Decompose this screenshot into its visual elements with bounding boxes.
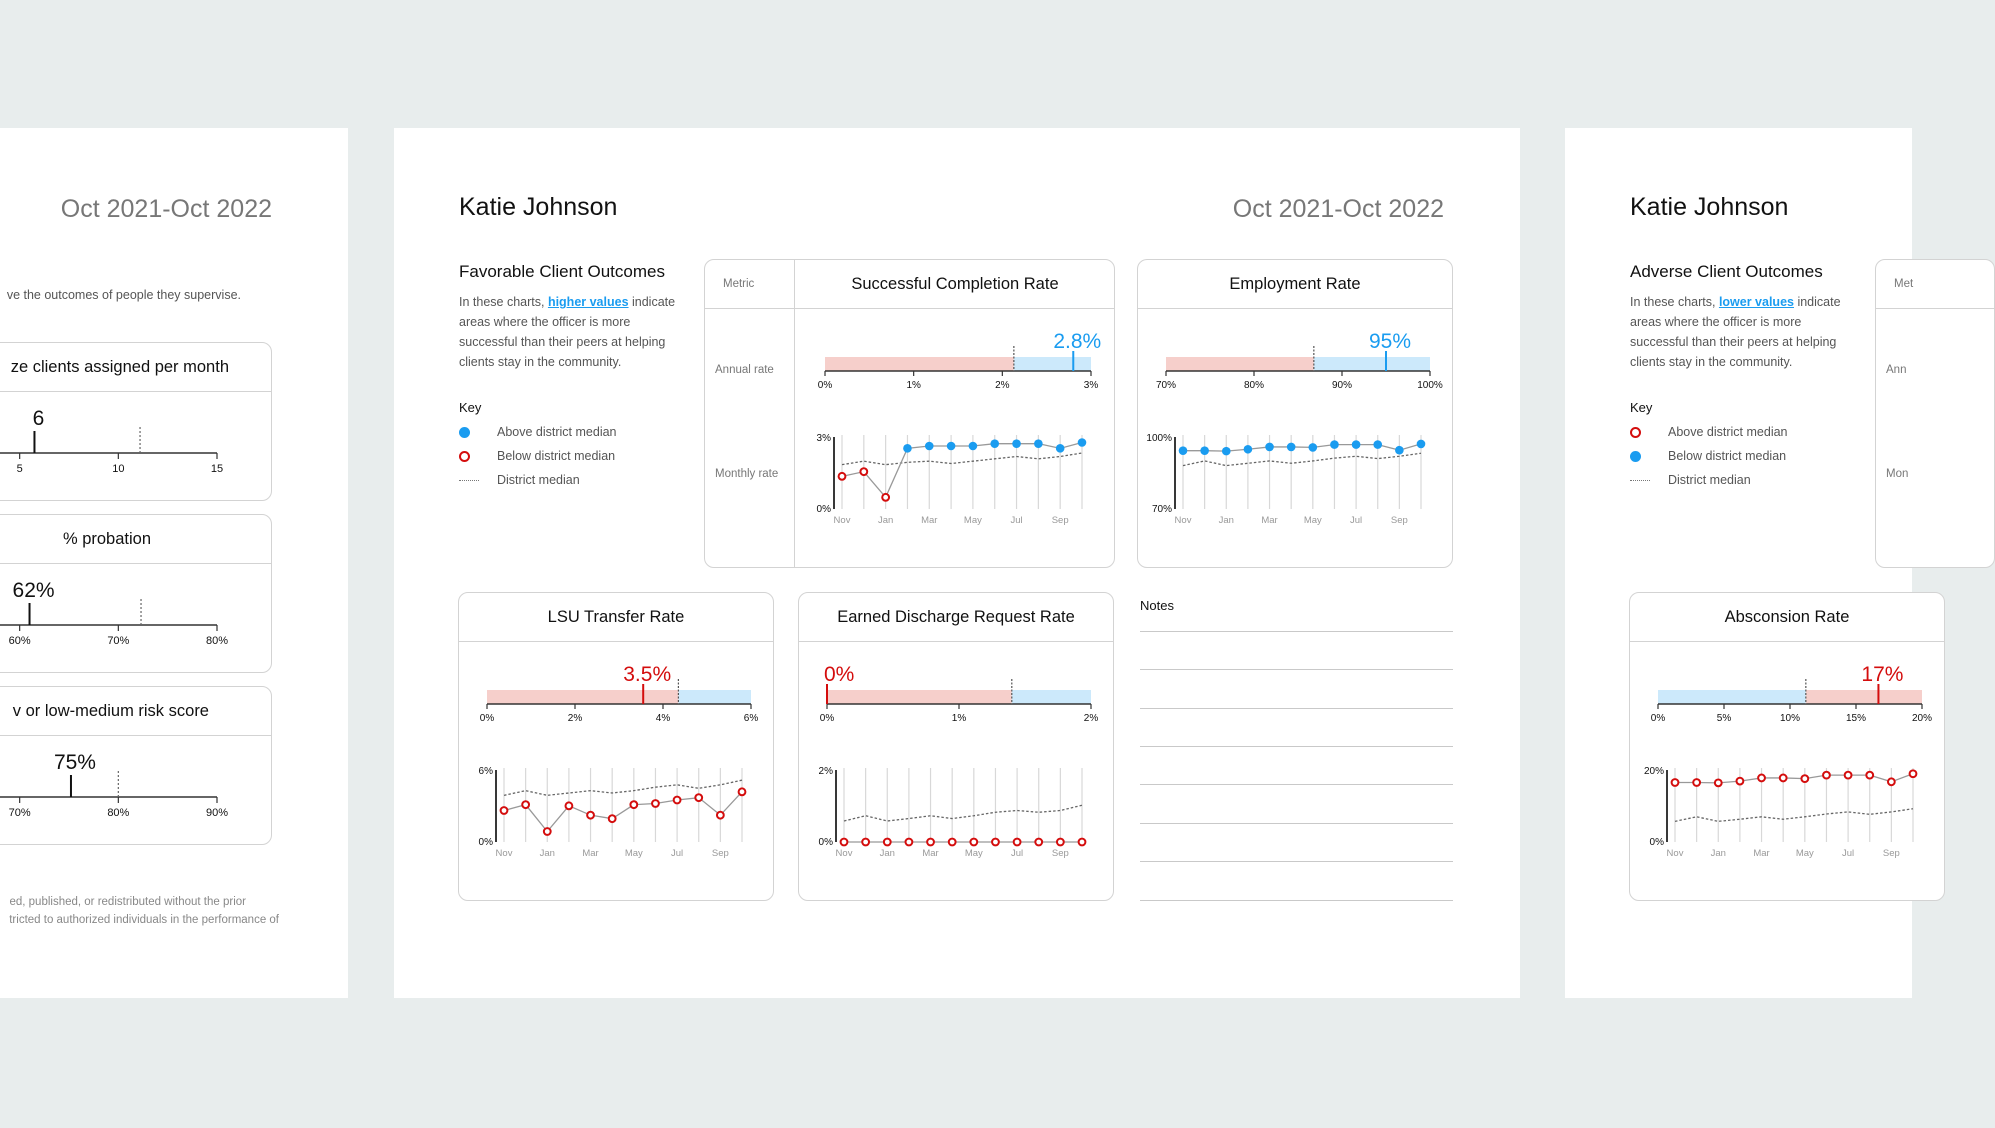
data-point-below <box>501 807 508 814</box>
lsu-transfer-chart <box>459 641 775 901</box>
data-point-above <box>1373 440 1382 449</box>
dotted-line-icon <box>1630 480 1650 481</box>
annual-tick-label: 4% <box>655 713 671 724</box>
data-point-below <box>1758 775 1765 782</box>
annual-value-label: 0% <box>824 663 855 686</box>
metric-header: Metric <box>723 278 755 290</box>
data-point-above <box>969 442 978 451</box>
legend-item: Below district median <box>459 444 617 468</box>
month-label: May <box>964 848 983 859</box>
annual-tick-label: 0% <box>819 713 835 724</box>
data-point-above <box>1078 438 1087 447</box>
data-point-below <box>566 802 573 809</box>
annual-tick-label: 20% <box>1911 713 1933 724</box>
earned-discharge-chart <box>799 641 1115 901</box>
officer-line <box>1675 774 1913 783</box>
notes-line <box>1140 708 1453 709</box>
monthly-rate-label: Monthly rate <box>715 468 779 480</box>
month-label: Sep <box>1390 515 1408 526</box>
data-point-below <box>992 839 999 846</box>
monthly-y-max-label: 100% <box>1146 433 1172 444</box>
annual-tick-label: 6% <box>743 713 759 724</box>
data-point-below <box>1910 770 1917 777</box>
data-point-below <box>949 839 956 846</box>
officer-name: Katie Johnson <box>1630 193 1789 221</box>
value-label: 6 <box>32 407 45 430</box>
annual-value-label: 3.5% <box>623 663 672 686</box>
data-point-above <box>990 439 999 448</box>
legend-item: District median <box>459 468 617 492</box>
data-point-below <box>1845 772 1852 779</box>
annual-tick-label: 0% <box>1650 713 1666 724</box>
data-point-below <box>1672 779 1679 786</box>
annual-tick-label: 1% <box>951 713 967 724</box>
filled-dot-icon <box>459 427 470 438</box>
data-point-above <box>1265 443 1274 452</box>
legend-item: Below district median <box>1630 444 1788 468</box>
data-point-above <box>1012 439 1021 448</box>
tick-label: 60% <box>8 635 31 647</box>
month-label: Nov <box>835 848 853 859</box>
successful-completion-chart <box>797 308 1115 568</box>
data-point-below <box>1866 772 1873 779</box>
data-point-below <box>884 839 891 846</box>
notes-line <box>1140 861 1453 862</box>
legend-item: Above district median <box>1630 420 1788 444</box>
tick-label: 80% <box>205 635 229 647</box>
month-label: Jul <box>1011 848 1024 859</box>
key-title: Key <box>459 400 482 415</box>
data-point-above <box>1222 447 1231 456</box>
annual-tick-label: 5% <box>1716 713 1732 724</box>
annual-tick-label: 2% <box>995 380 1010 391</box>
data-point-below <box>739 788 746 795</box>
annual-rate-label: Ann <box>1886 364 1907 376</box>
officer-name: Katie Johnson <box>459 193 618 221</box>
metric-header: Met <box>1894 278 1914 290</box>
notes-line <box>1140 669 1453 670</box>
lower-values-link[interactable]: lower values <box>1718 295 1794 309</box>
data-point-below <box>1715 779 1722 786</box>
annual-value-label: 2.8% <box>1053 330 1102 353</box>
month-label: Jan <box>877 515 894 526</box>
data-point-below <box>717 812 724 819</box>
district-median-line <box>844 805 1082 821</box>
card-title: Employment Rate <box>1229 275 1361 293</box>
month-label: Jul <box>671 848 684 859</box>
annual-rate-label: Annual rate <box>715 364 774 376</box>
data-point-above <box>925 442 934 451</box>
data-point-above <box>1287 443 1296 452</box>
annual-tick-label: 2% <box>567 713 583 724</box>
annual-band-below <box>1658 690 1806 704</box>
caseload-card <box>0 342 272 501</box>
data-point-below <box>1737 778 1744 785</box>
monthly-y-max-label: 3% <box>816 433 831 444</box>
card-title: LSU Transfer Rate <box>547 608 685 626</box>
data-point-below <box>1823 772 1830 779</box>
section-title: Favorable Client Outcomes <box>459 262 665 281</box>
annual-tick-label: 90% <box>1331 380 1353 391</box>
data-point-below <box>674 797 681 804</box>
monthly-rate-label: Mon <box>1886 468 1909 480</box>
monthly-y-min-label: 0% <box>1649 837 1664 848</box>
data-point-above <box>903 444 912 453</box>
data-point-below <box>927 839 934 846</box>
month-label: Jul <box>1350 515 1363 526</box>
notes-line <box>1140 746 1453 747</box>
data-point-below <box>630 801 637 808</box>
data-point-below <box>970 839 977 846</box>
data-point-below <box>1014 839 1021 846</box>
annual-tick-label: 15% <box>1845 713 1867 724</box>
successful-completion-card <box>704 259 1115 568</box>
tick-label: 90% <box>205 807 229 819</box>
data-point-above <box>1417 440 1426 449</box>
annual-tick-label: 10% <box>1779 713 1801 724</box>
annual-tick-label: 3% <box>1083 380 1099 391</box>
data-point-above <box>1034 439 1043 448</box>
data-point-above <box>947 442 956 451</box>
data-point-below <box>544 828 551 835</box>
monthly-y-max-label: 20% <box>1643 766 1664 777</box>
higher-values-link[interactable]: higher values <box>547 295 629 309</box>
district-median-line <box>842 453 1082 465</box>
month-label: Mar <box>582 848 599 859</box>
month-label: Sep <box>1051 515 1069 526</box>
annual-tick-label: 0% <box>479 713 495 724</box>
monthly-y-max-label: 6% <box>478 766 493 777</box>
absconsion-card <box>1629 592 1945 901</box>
month-label: Mar <box>1753 848 1770 859</box>
data-point-below <box>1801 775 1808 782</box>
intro-text: In these charts, higher values indicate areas where the officer is more successful than their peers at helping clients stay in the community. <box>459 295 676 369</box>
card-title: v or low-medium risk score <box>12 702 209 720</box>
annual-value-label: 17% <box>1861 663 1904 686</box>
data-point-above <box>1179 446 1188 455</box>
tick-label: 10 <box>112 463 125 475</box>
report-page-favorable <box>394 128 1520 998</box>
month-label: May <box>1303 515 1322 526</box>
monthly-y-min-label: 0% <box>478 837 493 848</box>
data-point-above <box>1244 445 1253 454</box>
month-label: Jan <box>1218 515 1234 526</box>
monthly-y-min-label: 0% <box>816 504 831 515</box>
month-label: Nov <box>833 515 851 526</box>
data-point-above <box>1330 440 1339 449</box>
card-title: Absconsion Rate <box>1724 608 1850 626</box>
month-label: May <box>963 515 982 526</box>
data-point-below <box>1888 778 1895 785</box>
annual-band-below <box>1166 357 1314 371</box>
notes-line <box>1140 631 1453 632</box>
month-label: Jul <box>1842 848 1855 859</box>
dotted-line-icon <box>459 480 479 481</box>
month-label: Mar <box>922 848 939 859</box>
month-label: Sep <box>711 848 729 859</box>
tick-label: 70% <box>107 635 130 647</box>
month-label: May <box>624 848 643 859</box>
ring-dot-icon <box>459 451 470 462</box>
district-median-line <box>1183 453 1421 465</box>
annual-tick-label: 70% <box>1155 380 1177 391</box>
month-label: May <box>1795 848 1814 859</box>
annual-tick-label: 0% <box>817 380 833 391</box>
month-label: Nov <box>495 848 513 859</box>
officer-line <box>1183 444 1421 451</box>
value-label: 75% <box>53 751 96 774</box>
tick-label: 5 <box>16 463 23 475</box>
data-point-above <box>1395 446 1404 455</box>
key-title: Key <box>1630 400 1653 415</box>
data-point-below <box>1057 839 1064 846</box>
annual-band-above <box>1314 357 1430 371</box>
legend-item: District median <box>1630 468 1788 492</box>
legend <box>1630 420 1788 492</box>
data-point-below <box>587 812 594 819</box>
month-label: Jan <box>539 848 555 859</box>
annual-band-below <box>825 357 1014 371</box>
probation-card <box>0 514 272 673</box>
annual-band-above <box>1012 690 1091 704</box>
annual-band-below <box>827 690 1012 704</box>
data-point-below <box>1035 839 1042 846</box>
data-point-above <box>1309 443 1318 452</box>
data-point-above <box>1200 446 1209 455</box>
footer-line: ed, published, or redistributed without the prior <box>9 896 246 908</box>
data-point-below <box>839 473 846 480</box>
risk-axis-chart <box>0 735 273 845</box>
notes-label: Notes <box>1140 598 1174 613</box>
card-title: ze clients assigned per month <box>10 358 229 376</box>
report-page-previous <box>0 128 348 998</box>
absconsion-chart <box>1630 641 1946 901</box>
employment-card <box>1137 259 1453 568</box>
annual-band-below <box>487 690 678 704</box>
annual-band-above <box>1014 357 1091 371</box>
month-label: Jul <box>1010 515 1023 526</box>
annual-value-label: 95% <box>1368 330 1412 353</box>
data-point-below <box>882 494 889 501</box>
date-range: Oct 2021-Oct 2022 <box>60 195 272 223</box>
data-point-below <box>862 839 869 846</box>
data-point-below <box>1780 775 1787 782</box>
notes-line <box>1140 784 1453 785</box>
month-label: Nov <box>1174 515 1192 526</box>
footer-line: tricted to authorized individuals in the performance of <box>9 914 279 926</box>
data-point-above <box>1352 440 1361 449</box>
data-point-below <box>906 839 913 846</box>
tick-label: 15 <box>210 463 224 475</box>
date-range: Oct 2021-Oct 2022 <box>1232 195 1444 223</box>
section-title: Adverse Client Outcomes <box>1630 262 1823 281</box>
tick-label: 70% <box>8 807 31 819</box>
month-label: Jan <box>879 848 895 859</box>
data-point-below <box>695 794 702 801</box>
officer-line <box>504 792 742 832</box>
month-label: Jan <box>1710 848 1726 859</box>
month-label: Sep <box>1882 848 1900 859</box>
notes-line <box>1140 823 1453 824</box>
annual-band-above <box>1806 690 1922 704</box>
data-point-below <box>860 468 867 475</box>
value-label: 62% <box>12 579 55 602</box>
filled-dot-icon <box>1630 451 1641 462</box>
column-divider <box>794 260 795 567</box>
metric-card-partial <box>1875 259 1995 568</box>
data-point-below <box>522 801 529 808</box>
legend-item: Above district median <box>459 420 617 444</box>
annual-tick-label: 2% <box>1083 713 1099 724</box>
data-point-below <box>609 815 616 822</box>
card-title: % probation <box>62 530 151 548</box>
report-page-adverse <box>1565 128 1933 998</box>
data-point-below <box>841 839 848 846</box>
notes-area[interactable] <box>1140 592 1453 912</box>
risk-score-card <box>0 686 272 845</box>
lsu-transfer-card <box>458 592 774 901</box>
monthly-y-min-label: 0% <box>818 837 833 848</box>
month-label: Nov <box>1666 848 1684 859</box>
officer-line <box>842 443 1082 498</box>
caseload-axis-chart <box>0 391 273 501</box>
intro-text: ve the outcomes of people they supervise. <box>6 288 241 302</box>
annual-tick-label: 80% <box>1243 380 1265 391</box>
probation-axis-chart <box>0 563 273 673</box>
data-point-below <box>1693 779 1700 786</box>
data-point-below <box>652 800 659 807</box>
annual-band-above <box>678 690 751 704</box>
month-label: Mar <box>1261 515 1278 526</box>
monthly-y-min-label: 70% <box>1151 504 1172 515</box>
data-point-below <box>1079 839 1086 846</box>
notes-line <box>1140 900 1453 901</box>
district-median-line <box>1675 809 1913 822</box>
month-label: Sep <box>1051 848 1069 859</box>
annual-tick-label: 100% <box>1417 380 1443 391</box>
data-point-above <box>1056 444 1065 453</box>
legend <box>459 420 617 492</box>
month-label: Mar <box>921 515 938 526</box>
intro-text: In these charts, lower values indicate areas where the officer is more successful than their peers at helping clients stay in the community. <box>1630 295 1841 369</box>
monthly-y-max-label: 2% <box>818 766 833 777</box>
card-title: Successful Completion Rate <box>851 275 1059 293</box>
employment-chart <box>1138 308 1454 568</box>
district-median-line <box>504 780 742 795</box>
earned-discharge-card <box>798 592 1114 901</box>
ring-dot-icon <box>1630 427 1641 438</box>
annual-tick-label: 1% <box>906 380 921 391</box>
card-title: Earned Discharge Request Rate <box>837 608 1075 626</box>
tick-label: 80% <box>107 807 130 819</box>
